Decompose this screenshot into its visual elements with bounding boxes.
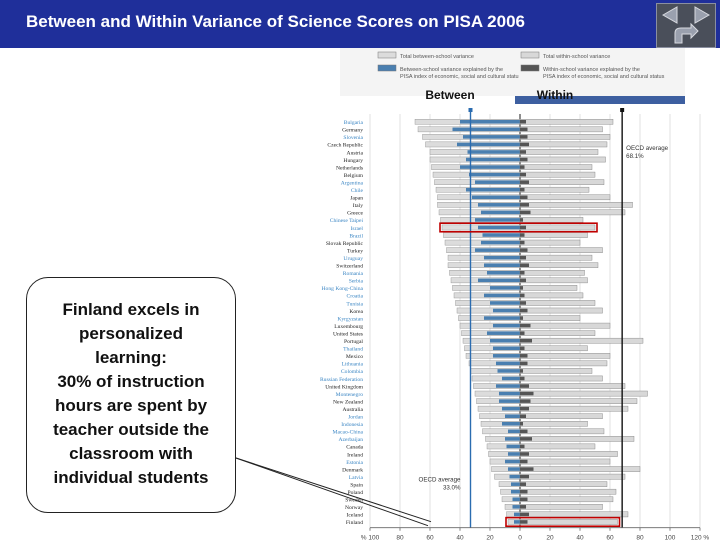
bar-between-explained [493, 309, 520, 313]
country-label: Kyrgyzstan [337, 316, 363, 323]
country-label: Turkey [347, 248, 363, 255]
bar-within-total [520, 157, 606, 162]
country-label: Luxembourg [334, 323, 363, 330]
bar-within-explained [520, 399, 531, 403]
bar-between-explained [505, 460, 520, 464]
country-label: Bulgaria [343, 120, 363, 127]
legend-swatch [378, 52, 396, 58]
bar-within-total [520, 180, 604, 185]
bar-within-explained [520, 316, 523, 320]
bar-between-explained [460, 120, 520, 124]
bar-within-total [520, 316, 580, 321]
bar-within-explained [520, 331, 525, 335]
bar-within-explained [520, 445, 525, 449]
bar-within-explained [520, 286, 523, 290]
country-label: Montenegro [335, 391, 363, 398]
bar-within-total [520, 165, 592, 170]
bar-within-total [520, 414, 603, 419]
bar-within-explained [520, 211, 531, 215]
bar-between-explained [478, 279, 520, 283]
country-label: Germany [342, 127, 363, 134]
bar-within-explained [520, 467, 534, 471]
bar-between-explained [484, 316, 520, 320]
bar-between-explained [502, 422, 520, 426]
bar-within-total [520, 134, 610, 139]
bar-within-total [520, 172, 595, 177]
bar-within-explained [520, 520, 528, 524]
reference-marker [469, 108, 473, 112]
country-label: Azerbaijan [338, 437, 363, 444]
bar-within-explained [520, 180, 529, 184]
bar-between-explained [484, 263, 520, 267]
callout-box [26, 277, 236, 513]
x-axis [361, 528, 710, 540]
bar-within-explained [520, 218, 523, 222]
section-label-between: Between [425, 88, 475, 102]
legend-label: Within-school variance explained by the [543, 67, 640, 73]
country-label: Romania [342, 271, 363, 278]
bar-between-explained [472, 196, 520, 200]
bar-between-explained [511, 490, 520, 494]
bar-within-explained [520, 279, 526, 283]
bar-within-explained [520, 294, 525, 298]
return-icon[interactable] [675, 24, 698, 43]
reference-value: 68.1% [626, 153, 644, 160]
title-bar [0, 0, 720, 48]
arrow-left-icon[interactable] [663, 7, 677, 23]
bar-within-explained [520, 384, 529, 388]
tick-label: 40 [456, 534, 464, 540]
bar-within-explained [520, 173, 526, 177]
bar-within-total [520, 248, 603, 253]
callout-pointer [236, 458, 428, 526]
bar-within-total [520, 217, 583, 222]
country-label: Ireland [347, 452, 363, 459]
bar-between-explained [466, 188, 520, 192]
bar-within-total [520, 497, 613, 502]
bar-within-total [520, 300, 595, 305]
bar-within-explained [520, 165, 525, 169]
arrow-right-icon[interactable] [695, 7, 709, 23]
country-label: Belgium [343, 172, 363, 179]
reference-marker [620, 108, 624, 112]
country-label: Denmark [342, 467, 363, 474]
bar-between-explained [505, 414, 520, 418]
bar-between-explained [481, 211, 520, 215]
bar-within-total [520, 331, 595, 336]
bar-between-explained [483, 233, 521, 237]
bar-between-explained [513, 498, 521, 502]
reference-label: OECD average [418, 476, 461, 484]
callout-line: individual students [53, 468, 209, 487]
legend-swatch [378, 65, 396, 71]
bar-between-explained [466, 158, 520, 162]
bar-within-total [520, 368, 592, 373]
country-label: Lithuania [341, 361, 363, 368]
country-label: Australia [342, 406, 363, 413]
bar-within-explained [520, 301, 526, 305]
bar-within-explained [520, 233, 525, 237]
callout-line: learning: [95, 348, 167, 367]
bar-between-explained [487, 331, 520, 335]
bar-between-explained [514, 520, 520, 524]
bar-between-explained [502, 377, 520, 381]
bar-within-total [520, 399, 637, 404]
bar-within-total [520, 444, 595, 449]
bar-between-explained [508, 430, 520, 434]
callout-line: Finland excels in [62, 300, 200, 319]
slide-title: Between and Within Variance of Science Scores on PISA 2006 [26, 12, 526, 31]
bar-within-explained [520, 271, 525, 275]
bar-between-explained [499, 399, 520, 403]
bar-within-total [520, 308, 603, 313]
country-label: Colombia [340, 369, 363, 376]
country-label: Netherlands [335, 165, 363, 172]
bar-within-total [520, 255, 592, 260]
tick-label: 0 [518, 534, 522, 540]
bar-between-explained [460, 165, 520, 169]
bar-within-total [520, 406, 628, 411]
bar-between-explained [508, 452, 520, 456]
tick-label: 100 [664, 534, 676, 540]
callout-pointer [236, 458, 431, 522]
bar-between-explained [478, 226, 520, 230]
bar-within-explained [520, 490, 528, 494]
country-label: Latvia [348, 474, 363, 481]
country-label: Poland [347, 490, 363, 496]
bar-within-total [520, 210, 625, 215]
tick-label: 80 [636, 534, 644, 540]
legend-label: Between-school variance explained by the [400, 67, 504, 73]
bar-between-explained [487, 271, 520, 275]
country-label: Argentina [340, 180, 363, 187]
country-label: Croatia [346, 293, 363, 300]
bar-within-total [520, 127, 603, 132]
bar-within-explained [520, 407, 529, 411]
bar-between-explained [490, 301, 520, 305]
bar-within-explained [520, 158, 528, 162]
country-label: Korea [349, 308, 363, 315]
legend-label: Total between-school variance [400, 54, 474, 60]
bar-within-explained [520, 347, 525, 351]
country-label: United States [333, 331, 363, 338]
country-label: Switzerland [336, 263, 363, 270]
bar-within-explained [520, 460, 528, 464]
bar-between-explained [481, 241, 520, 245]
bar-within-total [520, 285, 577, 290]
bar-between-explained [510, 475, 521, 479]
country-label: Thailand [343, 346, 363, 353]
country-label: Canada [346, 444, 363, 451]
bar-within-explained [520, 392, 534, 396]
country-label: Italy [352, 203, 363, 210]
bar-within-explained [520, 226, 526, 230]
legend-label: PISA index of economic, social and cultural statu [400, 74, 519, 80]
callout-line: classroom with [69, 444, 193, 463]
bar-between-explained [513, 505, 521, 509]
bar-between-explained [498, 369, 521, 373]
bar-within-total [520, 391, 648, 396]
bar-within-total [520, 149, 598, 154]
bar-between-explained [478, 203, 520, 207]
bar-within-total [520, 451, 618, 456]
callout-line: teacher outside the [53, 420, 209, 439]
bar-between-explained [496, 362, 520, 366]
bar-within-total [520, 270, 585, 275]
bar-between-explained [496, 384, 520, 388]
bar-within-explained [520, 362, 528, 366]
bar-within-explained [520, 377, 525, 381]
country-label: Chile [350, 188, 363, 194]
tick-label: 20 [486, 534, 494, 540]
bar-within-explained [520, 188, 525, 192]
country-label: Portugal [344, 339, 363, 345]
bar-within-explained [520, 150, 526, 154]
bar-within-explained [520, 196, 528, 200]
country-label: Czech Republic [327, 142, 363, 149]
bar-between-explained [499, 392, 520, 396]
country-labels [320, 120, 364, 526]
bar-between-explained [493, 354, 520, 358]
highlight-boxes [440, 223, 620, 526]
country-label: Russian Federation [319, 376, 363, 383]
bar-within-total [520, 278, 588, 283]
country-label: Serbia [348, 278, 363, 285]
bar-within-total [520, 338, 643, 343]
country-label: Norway [344, 505, 363, 512]
bar-within-total [520, 263, 598, 268]
bar-between-explained [468, 150, 521, 154]
bar-within-total [520, 195, 610, 200]
bar-between-explained [502, 407, 520, 411]
callout-line: hours are spent by [54, 396, 208, 415]
country-label: Slovenia [343, 135, 363, 142]
bar-between-explained [453, 128, 521, 132]
country-label: Indonesia [341, 422, 363, 429]
bar-within-total [520, 323, 610, 328]
country-label: Spain [350, 482, 363, 489]
country-label: Tunisia [346, 301, 363, 308]
bar-between-explained [457, 143, 520, 147]
bar-within-explained [520, 354, 528, 358]
bar-between-explained [493, 324, 520, 328]
country-label: Estonia [346, 459, 363, 466]
bar-within-explained [520, 437, 532, 441]
callout-line: 30% of instruction [57, 372, 205, 391]
bar-between-explained [490, 286, 520, 290]
country-label: Chinese Taipei [329, 218, 363, 225]
bar-between-explained [490, 339, 520, 343]
country-label: Finland [345, 520, 363, 527]
country-label: Hong Kong-China [321, 286, 363, 293]
country-label: Macao-China [332, 429, 363, 436]
bar-within-total [520, 353, 610, 358]
tick-label: 120 % [690, 534, 710, 540]
country-label: Greece [347, 210, 363, 217]
bar-within-explained [520, 475, 529, 479]
bar-between-explained [508, 467, 520, 471]
bar-within-total [520, 202, 633, 207]
reference-value: 33.0% [442, 484, 461, 492]
bar-between-explained [469, 173, 520, 177]
country-label: Sweden [345, 497, 363, 504]
bar-within-explained [520, 339, 532, 343]
tick-label: 40 [576, 534, 584, 540]
country-label: Iceland [346, 512, 363, 519]
bar-within-total [520, 482, 607, 487]
bar-within-explained [520, 414, 526, 418]
bar-between-explained [484, 294, 520, 298]
country-label: Japan [350, 195, 363, 202]
legend-label: Total within-school variance [543, 54, 611, 60]
bar-within-explained [520, 135, 528, 139]
country-label: United Kingdom [325, 384, 363, 391]
bar-within-explained [520, 248, 528, 252]
bar-within-explained [520, 498, 528, 502]
bar-within-total [520, 376, 603, 381]
legend-swatch [521, 65, 539, 71]
bar-between-explained [475, 180, 520, 184]
legend-label: PISA index of economic, social and cultural status [543, 74, 665, 80]
bar-within-explained [520, 505, 526, 509]
bar-within-total [520, 459, 610, 464]
bar-within-explained [520, 369, 523, 373]
bar-between-explained [475, 248, 520, 252]
bar-within-total [520, 346, 588, 351]
bar-within-total [520, 119, 613, 124]
tick-label: 60 [606, 534, 614, 540]
bars [415, 119, 648, 524]
tick-label: 80 [396, 534, 404, 540]
bar-within-explained [520, 309, 528, 313]
tick-label: 20 [546, 534, 554, 540]
bar-between-explained [475, 218, 520, 222]
country-label: Brazil [349, 233, 363, 240]
bar-within-explained [520, 241, 525, 245]
bar-within-explained [520, 430, 528, 434]
bar-within-total [520, 232, 588, 237]
bar-within-total [520, 512, 628, 517]
bar-within-explained [520, 422, 523, 426]
callout-pointers [236, 458, 431, 526]
bar-within-total [520, 142, 607, 147]
navigation-controls[interactable] [656, 3, 716, 48]
country-label: New Zealand [333, 399, 363, 406]
bar-within-explained [520, 513, 529, 517]
bar-between-explained [484, 256, 520, 260]
bar-within-total [520, 421, 588, 426]
bar-within-explained [520, 452, 529, 456]
country-label: Slovak Republic [325, 240, 363, 247]
reference-label: OECD average [626, 145, 669, 152]
country-label: Uruguay [343, 255, 363, 262]
country-label: Hungary [343, 157, 363, 164]
bar-within-total [520, 489, 616, 494]
bar-between-explained [463, 135, 520, 139]
legend-swatch [521, 52, 539, 58]
bar-within-explained [520, 120, 526, 124]
country-label: Austria [346, 150, 363, 157]
bar-within-total [520, 474, 625, 479]
bar-between-explained [505, 437, 520, 441]
country-label: Mexico [345, 354, 363, 361]
bar-within-explained [520, 482, 526, 486]
bar-between-explained [511, 482, 520, 486]
tick-label: 60 [426, 534, 434, 540]
callout-line: personalized [79, 324, 183, 343]
bar-within-total [520, 429, 604, 434]
bar-within-total [520, 225, 595, 230]
bar-within-explained [520, 263, 529, 267]
bar-between-explained [507, 445, 521, 449]
bar-between-explained [514, 513, 520, 517]
section-label-within: Within [536, 88, 574, 102]
bar-between-explained [493, 347, 520, 351]
bar-within-total [520, 504, 603, 509]
country-label: Israel [350, 225, 363, 232]
bar-within-explained [520, 256, 526, 260]
bar-within-total [520, 293, 583, 298]
bar-within-total [520, 187, 589, 192]
bar-within-explained [520, 143, 529, 147]
bar-within-total [520, 361, 607, 366]
bar-within-explained [520, 324, 531, 328]
country-label: Jordan [348, 414, 363, 421]
bar-within-total [520, 240, 580, 245]
tick-label: % 100 [360, 534, 380, 540]
bar-within-explained [520, 128, 528, 132]
bar-within-total [520, 436, 634, 441]
bar-within-total [520, 383, 625, 388]
bar-within-explained [520, 203, 529, 207]
bar-within-total [520, 519, 618, 524]
